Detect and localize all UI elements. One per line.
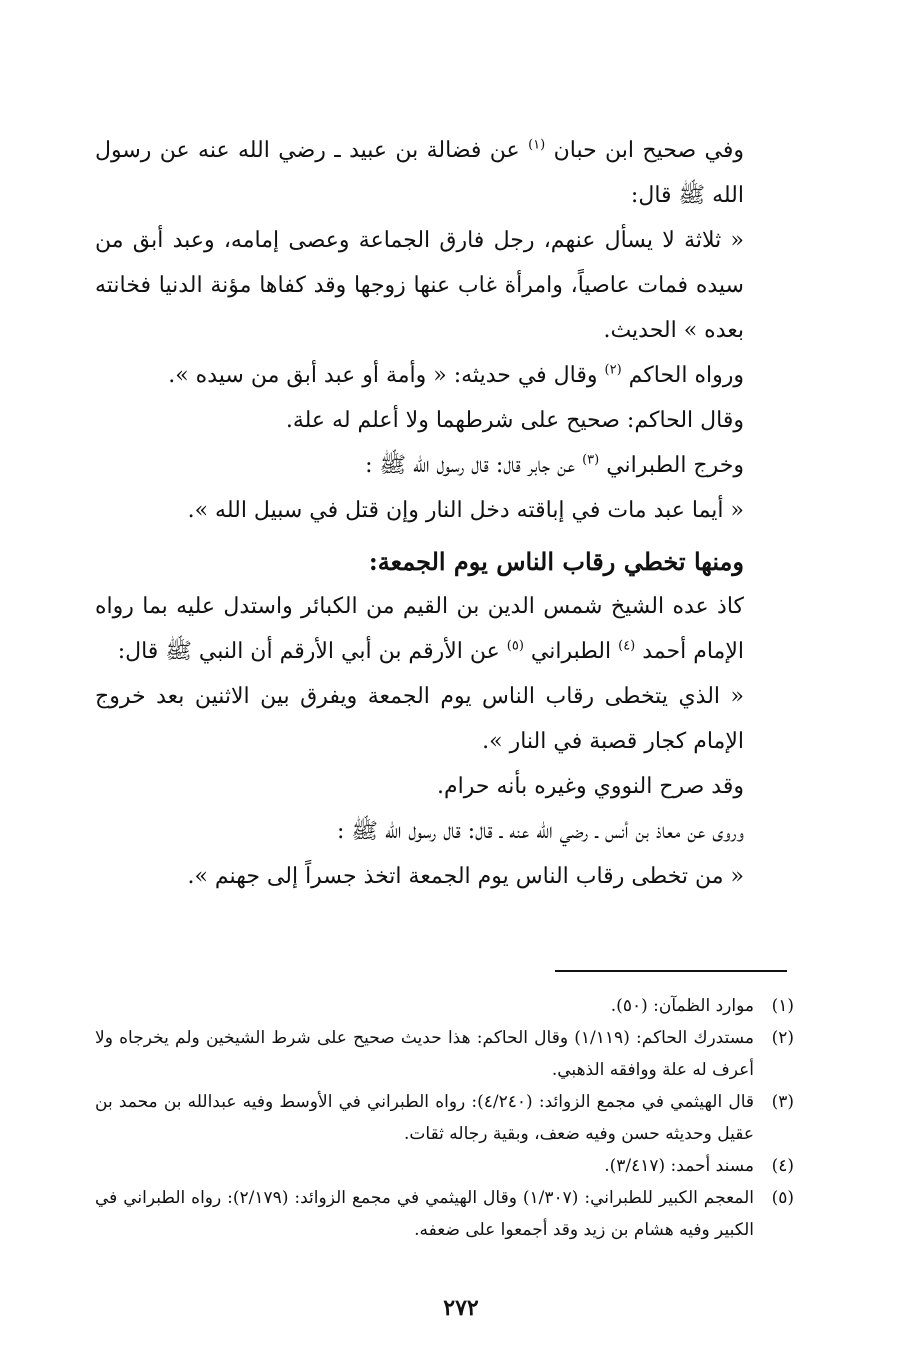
text: عن الأرقم بن أبي الأرقم أن النبي ﷺ قال: [117,639,500,664]
hadith-quote: « الذي يتخطى رقاب الناس يوم الجمعة ويفرق بين الاثنين بعد خروج الإمام كجار قصبة في النار ». [95,684,744,754]
section-heading: ومنها تخطي رقاب الناس يوم الجمعة: [368,547,744,576]
text: عن جابر قال: قال رسول الله ﷺ : [365,453,576,478]
footnote [95,1150,794,1182]
paragraph: وقال الحاكم: صحيح على شرطهما ولا أعلم له علة. [285,408,744,433]
footnote-text: المعجم الكبير للطبراني: (١/٣٠٧) وقال الهيثمي في مجمع الزوائد: (٢/١٧٩): رواه الطبراني في الكبير وفيه هشام بن زيد وقد أجمعوا على ضعفه. [95,1188,755,1240]
paragraph [95,353,794,398]
hadith-quote: « أيما عبد مات في إباقته دخل النار وإن قتل في سبيل الله ». [187,498,744,523]
hadith-quote: « من تخطى رقاب الناس يوم الجمعة اتخذ جسراً إلى جهنم ». [187,864,744,889]
main-text [95,128,794,899]
footnote-number: (١) [771,996,794,1016]
text: الطبراني [530,639,612,664]
footnote-divider [555,970,787,972]
paragraph [95,584,794,674]
paragraph [95,443,794,488]
paragraph [95,128,794,218]
text: وقال في حديثه: « وأمة أو عبد أبق من سيده ». [168,363,598,388]
text: وخرج الطبراني [606,453,744,478]
text: عن فضالة بن عبيد ـ رضي الله عنه عن رسول الله ﷺ قال: [95,138,744,208]
footnote-number: (٤) [771,1156,794,1176]
footnote-ref: (١) [528,137,546,153]
footnote-ref: (٥) [506,638,524,654]
paragraph: وقد صرح النووي وغيره بأنه حرام. [437,774,744,799]
footnote [95,1182,794,1246]
footnote-ref: (٢) [604,362,622,378]
footnote-text: مستدرك الحاكم: (١/١١٩) وقال الحاكم: هذا حديث صحيح على شرط الشيخين ولم يخرجاه ولا أعرف له علة ووافقه الذهبي. [95,1028,754,1080]
paragraph: وروى عن معاذ بن أنس ـ رضي الله عنه ـ قال: قال رسول الله ﷺ : [336,819,744,844]
footnotes [95,990,794,1246]
footnote-number: (٢) [771,1028,794,1048]
footnote-text: مسند أحمد: (٣/٤١٧). [604,1156,754,1176]
hadith-quote: « ثلاثة لا يسأل عنهم، رجل فارق الجماعة وعصى إمامه، وعبد أبق من سيده فمات عاصياً، وامرأة غاب عنها زوجها وقد كفاها مؤنة الدنيا فخانته بعده » الحديث. [95,228,744,343]
footnote-number: (٣) [771,1092,794,1112]
footnote [95,990,794,1022]
text: ورواه الحاكم [628,363,744,388]
footnote-text: موارد الظمآن: (٥٠). [610,996,754,1016]
footnote-text: قال الهيثمي في مجمع الزوائد: (٤/٢٤٠): رواه الطبراني في الأوسط وفيه عبدالله بن محمد بن عقيل وحديثه حسن وفيه ضعف، وبقية رجاله ثقات. [95,1092,755,1144]
text: كاذ عده الشيخ شمس الدين بن القيم من الكبائر واستدل عليه بما رواه الإمام أحمد [95,594,744,664]
text: وفي صحيح ابن حبان [553,138,744,163]
page-number: ٢٧٢ [443,1295,479,1321]
footnote-ref: (٣) [582,452,600,468]
footnote-ref: (٤) [618,638,636,654]
footnote [95,1022,794,1086]
footnote [95,1086,794,1150]
footnote-number: (٥) [771,1188,794,1208]
